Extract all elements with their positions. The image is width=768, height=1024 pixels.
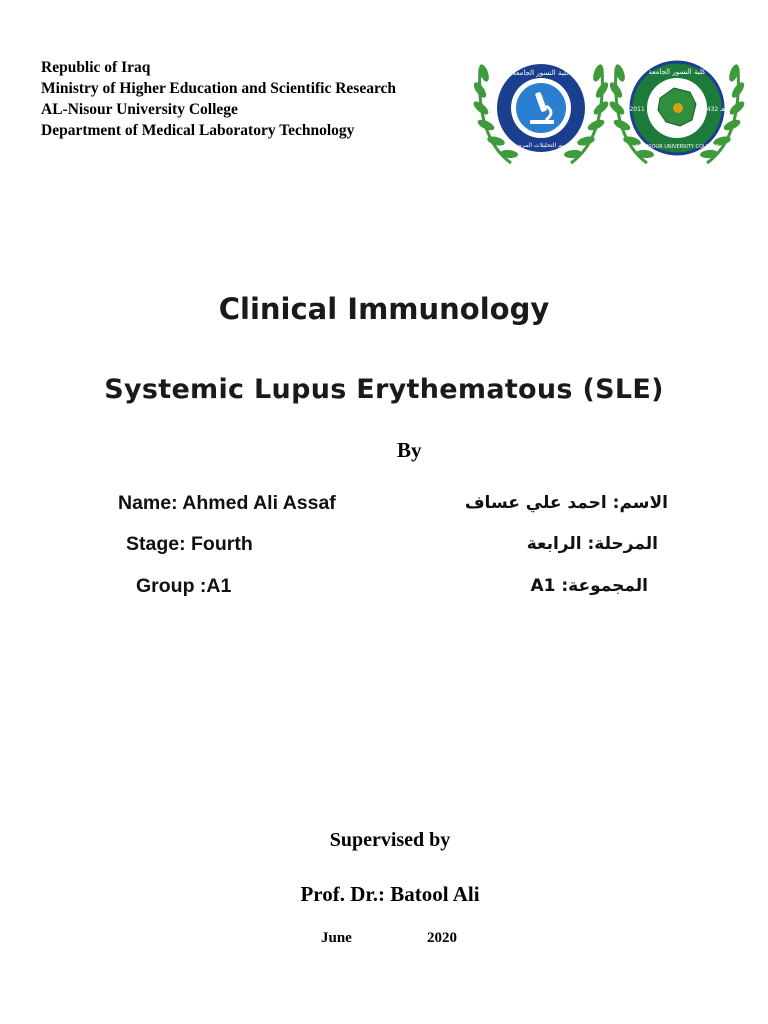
header-country: Republic of Iraq (41, 59, 151, 76)
supervised-by-label: Supervised by (329, 829, 451, 851)
date-year: 2020 (427, 930, 457, 946)
supervisor-name: Prof. Dr.: Batool Ali (300, 882, 480, 906)
header-department: Department of Medical Laboratory Technology (41, 122, 355, 139)
right-logo-ring-top: كلية النسور الجامعة (648, 68, 706, 76)
left-logo-ring-bottom: قسم التحليلات المرضية (511, 142, 571, 149)
right-logo-ring-bottom: AL-NISOUR UNIVERSITY COLLEGE (635, 144, 719, 150)
right-logo-year-right: 1432 هـ (702, 106, 726, 113)
course-title: Clinical Immunology (218, 292, 550, 326)
student-group-en: Group :A1 (136, 575, 232, 597)
left-logo-ring-top: كلية النسور الجامعة (512, 69, 570, 77)
college-logo (602, 28, 752, 173)
header-ministry: Ministry of Higher Education and Scientific Research (41, 80, 397, 97)
department-logo (466, 28, 616, 173)
student-group-ar: المجموعة: A1 (530, 576, 648, 596)
right-logo-year-left: 2011 م (629, 106, 651, 113)
student-stage-en: Stage: Fourth (126, 533, 253, 555)
by-label: By (397, 438, 422, 462)
report-topic-title: Systemic Lupus Erythematous (SLE) (104, 374, 664, 405)
student-name-en: Name: Ahmed Ali Assaf (118, 492, 336, 514)
student-name-ar: الاسم: احمد علي عساف (464, 493, 668, 513)
student-stage-ar: المرحلة: الرابعة (526, 534, 658, 554)
institution-header (41, 57, 396, 141)
header-college: AL-Nisour University College (41, 101, 238, 118)
date-month: June (321, 930, 352, 946)
